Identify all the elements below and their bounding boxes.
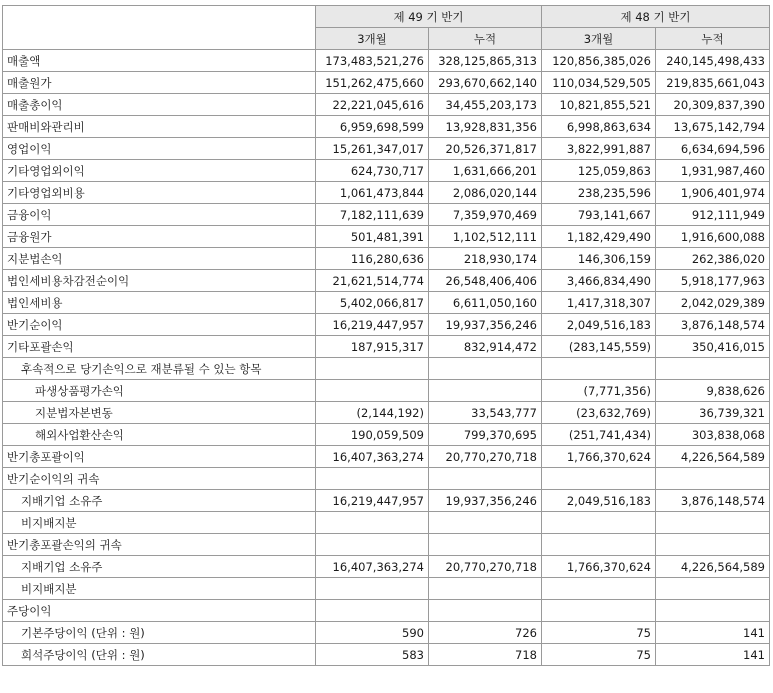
row-label: 지분법손익 (3, 248, 316, 270)
table-row (3, 182, 770, 204)
value-48-cumulative (656, 600, 770, 622)
table-row (3, 600, 770, 622)
table-row (3, 490, 770, 512)
row-label: 기타포괄손익 (3, 336, 316, 358)
value-49-cumulative: 6,611,050,160 (429, 292, 542, 314)
value-48-three-month (542, 358, 656, 380)
value-49-three-month (316, 358, 429, 380)
value-48-three-month: 75 (542, 622, 656, 644)
value-48-three-month: 1,417,318,307 (542, 292, 656, 314)
value-48-three-month: 3,822,991,887 (542, 138, 656, 160)
value-49-cumulative (429, 600, 542, 622)
value-49-cumulative: 20,526,371,817 (429, 138, 542, 160)
table-row (3, 402, 770, 424)
value-48-cumulative: 3,876,148,574 (656, 490, 770, 512)
table-row (3, 512, 770, 534)
value-49-cumulative: 26,548,406,406 (429, 270, 542, 292)
table-row (3, 50, 770, 72)
row-label: 지분법자본변동 (3, 402, 316, 424)
value-49-three-month: 190,059,509 (316, 424, 429, 446)
value-49-three-month: 590 (316, 622, 429, 644)
value-49-cumulative (429, 512, 542, 534)
value-48-three-month (542, 600, 656, 622)
table-row (3, 292, 770, 314)
value-48-cumulative: 240,145,498,433 (656, 50, 770, 72)
value-48-three-month (542, 578, 656, 600)
value-49-three-month (316, 468, 429, 490)
table-row (3, 160, 770, 182)
value-48-cumulative: 9,838,626 (656, 380, 770, 402)
value-48-cumulative: 141 (656, 622, 770, 644)
header-49-three-month: 3개월 (316, 28, 429, 50)
value-49-cumulative: 20,770,270,718 (429, 446, 542, 468)
value-48-cumulative: 4,226,564,589 (656, 446, 770, 468)
value-48-three-month: 6,998,863,634 (542, 116, 656, 138)
value-48-cumulative: 262,386,020 (656, 248, 770, 270)
value-48-three-month (542, 468, 656, 490)
value-48-three-month: 75 (542, 644, 656, 666)
value-48-cumulative: 1,931,987,460 (656, 160, 770, 182)
value-48-cumulative: 3,876,148,574 (656, 314, 770, 336)
value-49-three-month: 151,262,475,660 (316, 72, 429, 94)
value-49-cumulative: 34,455,203,173 (429, 94, 542, 116)
value-48-three-month: 3,466,834,490 (542, 270, 656, 292)
value-49-cumulative: 2,086,020,144 (429, 182, 542, 204)
header-period-49: 제 49 기 반기 (316, 6, 542, 28)
value-49-three-month: 16,219,447,957 (316, 490, 429, 512)
value-49-three-month: 16,407,363,274 (316, 446, 429, 468)
header-49-cumulative: 누적 (429, 28, 542, 50)
header-48-three-month: 3개월 (542, 28, 656, 50)
row-label: 지배기업 소유주 (3, 556, 316, 578)
value-49-cumulative: 7,359,970,469 (429, 204, 542, 226)
value-49-cumulative (429, 380, 542, 402)
value-49-three-month (316, 600, 429, 622)
row-label: 기타영업외이익 (3, 160, 316, 182)
table-row (3, 556, 770, 578)
value-49-cumulative: 19,937,356,246 (429, 314, 542, 336)
header-period-48: 제 48 기 반기 (542, 6, 770, 28)
table-row (3, 622, 770, 644)
value-48-three-month: (251,741,434) (542, 424, 656, 446)
value-48-cumulative: 303,838,068 (656, 424, 770, 446)
table-body (3, 50, 770, 666)
value-49-three-month: 21,621,514,774 (316, 270, 429, 292)
value-48-three-month: 10,821,855,521 (542, 94, 656, 116)
row-label: 비지배지분 (3, 578, 316, 600)
value-49-cumulative: 19,937,356,246 (429, 490, 542, 512)
value-49-cumulative (429, 534, 542, 556)
value-49-three-month: 15,261,347,017 (316, 138, 429, 160)
value-49-three-month: 501,481,391 (316, 226, 429, 248)
value-49-three-month: 116,280,636 (316, 248, 429, 270)
table-row (3, 578, 770, 600)
row-label: 판매비와관리비 (3, 116, 316, 138)
row-label: 법인세비용 (3, 292, 316, 314)
value-49-three-month: 6,959,698,599 (316, 116, 429, 138)
table-row (3, 94, 770, 116)
value-48-cumulative (656, 358, 770, 380)
row-label: 매출원가 (3, 72, 316, 94)
header-row-periods (3, 6, 770, 28)
row-label: 희석주당이익 (단위 : 원) (3, 644, 316, 666)
value-49-cumulative (429, 578, 542, 600)
value-48-cumulative: 912,111,949 (656, 204, 770, 226)
value-49-three-month: 624,730,717 (316, 160, 429, 182)
value-49-three-month: (2,144,192) (316, 402, 429, 424)
table-header (3, 6, 770, 50)
row-label: 파생상품평가손익 (3, 380, 316, 402)
value-49-three-month (316, 578, 429, 600)
value-49-cumulative: 832,914,472 (429, 336, 542, 358)
table-row (3, 468, 770, 490)
value-49-cumulative: 328,125,865,313 (429, 50, 542, 72)
value-48-three-month: 2,049,516,183 (542, 314, 656, 336)
value-49-cumulative: 13,928,831,356 (429, 116, 542, 138)
value-48-three-month: 125,059,863 (542, 160, 656, 182)
value-49-cumulative: 293,670,662,140 (429, 72, 542, 94)
value-49-three-month: 7,182,111,639 (316, 204, 429, 226)
value-49-cumulative: 1,631,666,201 (429, 160, 542, 182)
value-48-cumulative: 219,835,661,043 (656, 72, 770, 94)
value-48-cumulative (656, 534, 770, 556)
table-row (3, 204, 770, 226)
row-label: 기본주당이익 (단위 : 원) (3, 622, 316, 644)
value-48-cumulative: 20,309,837,390 (656, 94, 770, 116)
row-label: 매출총이익 (3, 94, 316, 116)
value-49-cumulative (429, 468, 542, 490)
value-49-three-month: 187,915,317 (316, 336, 429, 358)
value-48-cumulative: 5,918,177,963 (656, 270, 770, 292)
value-48-three-month: 1,766,370,624 (542, 556, 656, 578)
value-49-cumulative: 726 (429, 622, 542, 644)
income-statement-table (2, 5, 770, 666)
row-label: 후속적으로 당기손익으로 재분류될 수 있는 항목 (3, 358, 316, 380)
table-row (3, 270, 770, 292)
value-48-three-month: (7,771,356) (542, 380, 656, 402)
value-48-cumulative: 36,739,321 (656, 402, 770, 424)
row-label: 지배기업 소유주 (3, 490, 316, 512)
value-48-three-month: 110,034,529,505 (542, 72, 656, 94)
value-49-three-month: 5,402,066,817 (316, 292, 429, 314)
table-row (3, 314, 770, 336)
value-49-cumulative: 20,770,270,718 (429, 556, 542, 578)
table-row (3, 226, 770, 248)
value-48-cumulative (656, 578, 770, 600)
row-label: 주당이익 (3, 600, 316, 622)
value-48-three-month: 793,141,667 (542, 204, 656, 226)
table-row (3, 534, 770, 556)
value-49-three-month: 22,221,045,616 (316, 94, 429, 116)
value-48-three-month: 1,182,429,490 (542, 226, 656, 248)
value-49-cumulative: 718 (429, 644, 542, 666)
row-label: 반기순이익 (3, 314, 316, 336)
row-label: 매출액 (3, 50, 316, 72)
value-48-cumulative: 350,416,015 (656, 336, 770, 358)
value-49-three-month: 16,407,363,274 (316, 556, 429, 578)
value-48-three-month (542, 512, 656, 534)
value-48-cumulative (656, 512, 770, 534)
value-49-cumulative: 33,543,777 (429, 402, 542, 424)
row-label: 금융원가 (3, 226, 316, 248)
value-49-cumulative: 218,930,174 (429, 248, 542, 270)
table-row (3, 358, 770, 380)
row-label: 영업이익 (3, 138, 316, 160)
value-49-three-month: 173,483,521,276 (316, 50, 429, 72)
row-label: 금융이익 (3, 204, 316, 226)
row-label: 법인세비용차감전순이익 (3, 270, 316, 292)
value-48-three-month (542, 534, 656, 556)
row-label: 해외사업환산손익 (3, 424, 316, 446)
value-48-three-month: 238,235,596 (542, 182, 656, 204)
row-label: 비지배지분 (3, 512, 316, 534)
value-49-three-month (316, 512, 429, 534)
value-48-three-month: 120,856,385,026 (542, 50, 656, 72)
header-48-cumulative: 누적 (656, 28, 770, 50)
value-49-cumulative (429, 358, 542, 380)
table-row (3, 644, 770, 666)
value-48-cumulative: 141 (656, 644, 770, 666)
value-48-cumulative: 1,906,401,974 (656, 182, 770, 204)
table-row (3, 446, 770, 468)
value-49-three-month: 16,219,447,957 (316, 314, 429, 336)
table-row (3, 138, 770, 160)
value-49-three-month: 583 (316, 644, 429, 666)
table-row (3, 380, 770, 402)
value-49-three-month: 1,061,473,844 (316, 182, 429, 204)
table-row (3, 424, 770, 446)
table-row (3, 248, 770, 270)
value-48-three-month: (283,145,559) (542, 336, 656, 358)
value-48-cumulative: 6,634,694,596 (656, 138, 770, 160)
value-49-three-month (316, 534, 429, 556)
value-48-cumulative: 1,916,600,088 (656, 226, 770, 248)
value-48-three-month: (23,632,769) (542, 402, 656, 424)
row-label: 반기총포괄손익의 귀속 (3, 534, 316, 556)
row-label: 반기총포괄이익 (3, 446, 316, 468)
table-row (3, 72, 770, 94)
row-label: 반기순이익의 귀속 (3, 468, 316, 490)
value-49-cumulative: 1,102,512,111 (429, 226, 542, 248)
value-49-cumulative: 799,370,695 (429, 424, 542, 446)
value-48-cumulative: 4,226,564,589 (656, 556, 770, 578)
value-48-cumulative (656, 468, 770, 490)
value-48-cumulative: 13,675,142,794 (656, 116, 770, 138)
table-row (3, 116, 770, 138)
value-48-cumulative: 2,042,029,389 (656, 292, 770, 314)
header-corner (3, 6, 316, 50)
value-48-three-month: 1,766,370,624 (542, 446, 656, 468)
table-row (3, 336, 770, 358)
value-48-three-month: 146,306,159 (542, 248, 656, 270)
row-label: 기타영업외비용 (3, 182, 316, 204)
value-49-three-month (316, 380, 429, 402)
value-48-three-month: 2,049,516,183 (542, 490, 656, 512)
